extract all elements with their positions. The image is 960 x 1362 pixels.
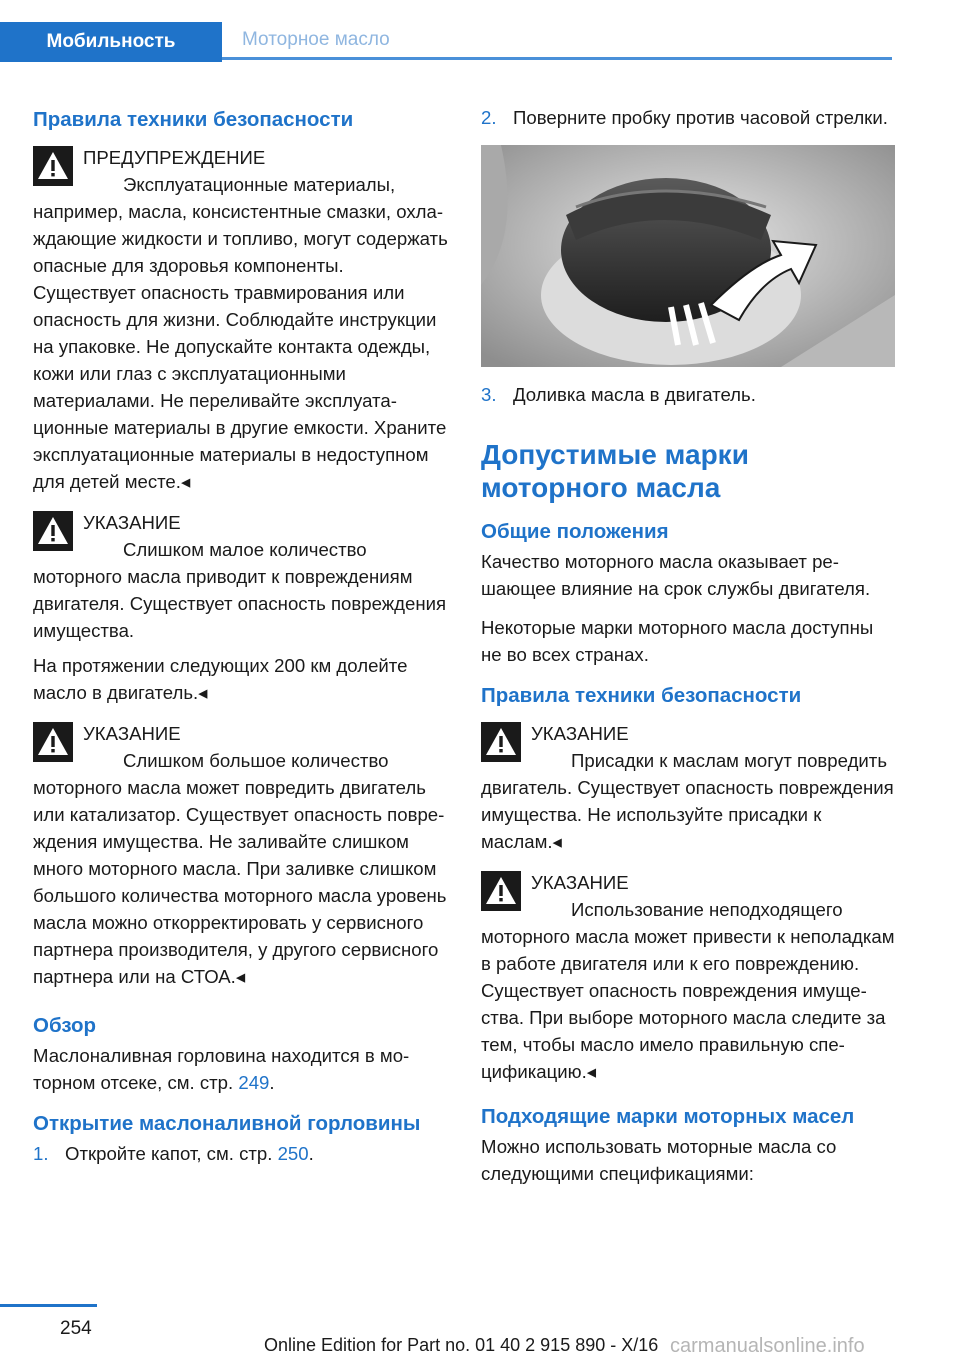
left-column <box>33 100 449 1179</box>
notice-text: Присадки к маслам могут повредить двигатель. Существует опасность повреждения имущества. Не используйте присадки к маслам.◂ <box>481 750 894 852</box>
steps-list <box>33 1140 449 1167</box>
warning-block <box>33 144 449 495</box>
header-tab-mobility[interactable]: Мобильность <box>0 22 222 62</box>
general-text-1: Качество моторного масла оказывает решающее влияние на срок службы двигателя. <box>481 551 871 599</box>
notice-block <box>481 869 897 1085</box>
notice-title: УКАЗАНИЕ <box>531 723 629 744</box>
footer-divider <box>0 1304 97 1307</box>
notice-text-2: На протяжении следующих 200 км долейте масло в двигатель.◂ <box>33 655 408 703</box>
heading-oil-brands: Допустимые марки моторного масла <box>481 439 749 503</box>
notice-title: УКАЗАНИЕ <box>83 512 181 533</box>
warning-title: ПРЕДУПРЕЖДЕНИЕ <box>83 147 266 168</box>
page-link-249[interactable]: 249 <box>238 1072 270 1093</box>
heading-overview: Обзор <box>33 1014 97 1037</box>
warning-triangle-icon <box>33 511 73 551</box>
heading-suitable-oils: Подходящие марки моторных масел <box>481 1105 855 1128</box>
page-link-250[interactable]: 250 <box>277 1143 309 1164</box>
heading-open-filler: Открытие маслоналивной горловины <box>33 1112 421 1135</box>
notice-text: Использование неподходящего моторного масла может привести к неполадкам в работе двигателя или к его повреждению. Существует опасность повреждения имущества. При выборе моторного масла следите за тем, чтобы масло имело правильную спецификацию.◂ <box>481 899 895 1082</box>
list-item: 3. Доливка масла в двигатель. <box>481 384 756 405</box>
watermark: carmanualsonline.info <box>670 1335 865 1357</box>
header-tab-engine-oil[interactable]: Моторное масло <box>222 22 892 60</box>
page-number: 254 <box>60 1318 92 1339</box>
notice-title: УКАЗАНИЕ <box>83 723 181 744</box>
notice-block <box>33 509 449 706</box>
warning-triangle-icon <box>481 871 521 911</box>
edition-note: Online Edition for Part no. 01 40 2 915 890 - X/16 <box>264 1335 659 1355</box>
heading-safety-rules: Правила техники безопасности <box>33 108 354 131</box>
warning-text: Эксплуатационные материалы, например, масла, консистентные смазки, охлаждающие жидкости и топливо, могут содержать опасные для здоровья компоненты. Существует опасность травмирования или опасность для жизни. Соблюдайте инструкции на упаковке. Не допускайте контакта одежды, кожи или глаз с эксплуатационными материалами. Не переливайте эксплуатационные материалы в другие емкости. Храните эксплуатационные материалы в недоступном для детей месте.◂ <box>33 174 448 492</box>
warning-triangle-icon <box>33 146 73 186</box>
suitable-text: Можно использовать моторные масла со следующими спецификациями: <box>481 1136 837 1184</box>
list-item: 2. Поверните пробку против часовой стрелки. <box>481 107 888 128</box>
list-item: 1. Откройте капот, см. стр. 250. <box>33 1143 314 1164</box>
warning-triangle-icon <box>33 722 73 762</box>
notice-title: УКАЗАНИЕ <box>531 872 629 893</box>
heading-general: Общие положения <box>481 520 669 543</box>
right-column <box>481 100 897 1199</box>
notice-text: Слишком большое количество моторного масла может повредить двигатель или катализатор. Существует опасность повреждения имущества. Не заливайте слишком много моторного масла. При заливке слишком большого количества моторного масла уровень масла можно откорректировать у сервисного партнера производителя, у другого сервисного партнера или на СТОА.◂ <box>33 750 447 987</box>
heading-safety-rules-2: Правила техники безопасности <box>481 684 802 707</box>
notice-text: Слишком малое количество моторного масла приводит к повреждениям двигателя. Существует опасность повреждения имущества. <box>33 539 447 641</box>
notice-block <box>33 720 449 990</box>
warning-triangle-icon <box>481 722 521 762</box>
general-text-2: Некоторые марки моторного масла доступны не во всех странах. <box>481 617 874 665</box>
notice-block <box>481 720 897 855</box>
oil-cap-photo <box>481 145 895 367</box>
overview-text: Маслоналивная горловина находится в моторном отсеке, см. стр. 249. <box>33 1045 410 1093</box>
